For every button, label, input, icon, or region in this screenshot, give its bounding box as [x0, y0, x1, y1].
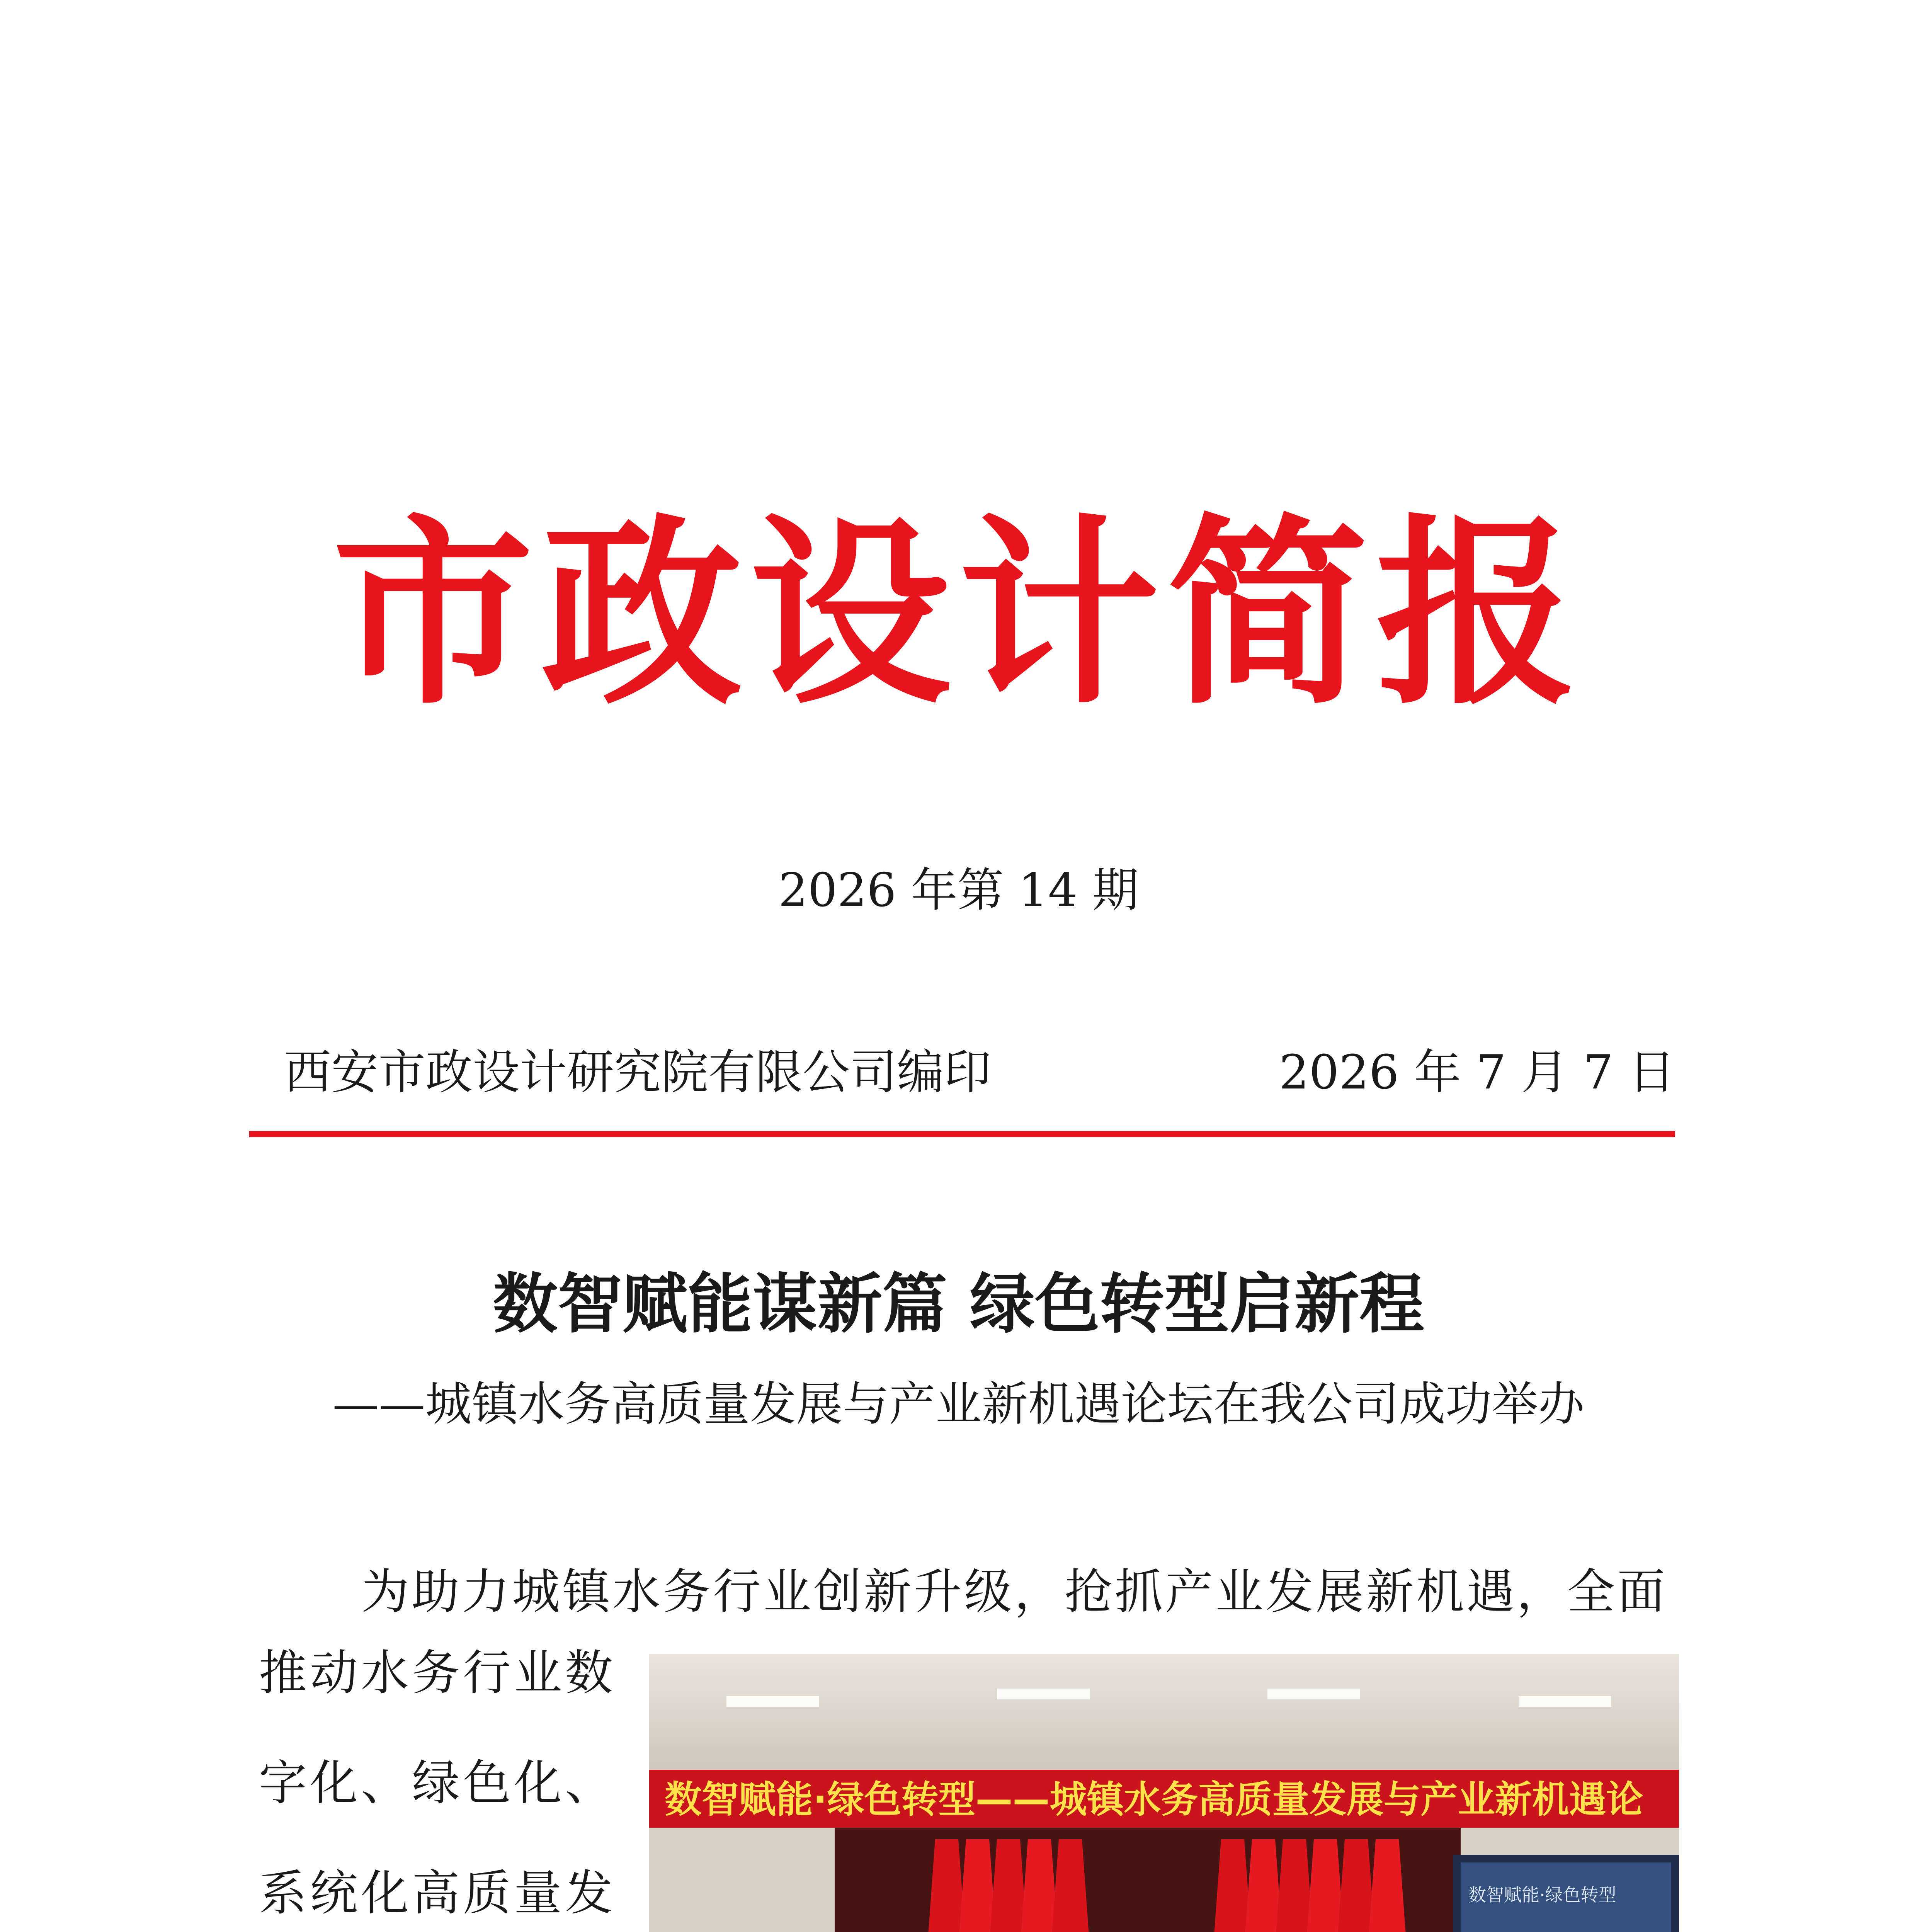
text-line: 系统化高质量发 — [259, 1866, 616, 1921]
screen-text: 数智赋能·绿色转型 — [1468, 1884, 1616, 1905]
forum-photo — [649, 1654, 1679, 1932]
masthead-title: 市政设计简报 — [332, 497, 1585, 731]
paragraph-first-line: 为助力城镇水务行业创新升级，抢抓产业发展新机遇，全面 — [361, 1564, 1668, 1620]
wrapped-text-column — [259, 1644, 630, 1932]
publisher-name: 西安市政设计研究院有限公司编印 — [284, 1045, 991, 1100]
article-subtitle: ——城镇水务高质量发展与产业新机遇论坛在我公司成功举办 — [332, 1378, 1585, 1431]
banner-text: 数智赋能·绿色转型——城镇水务高质量发展与产业新机遇论 — [665, 1778, 1643, 1821]
text-line: 字化、绿色化、 — [259, 1755, 616, 1811]
issue-label: 2026 年第 14 期 — [778, 864, 1139, 917]
text-line: 推动水务行业数 — [259, 1645, 616, 1701]
article-title: 数智赋能谋新篇 绿色转型启新程 — [493, 1266, 1424, 1342]
header-divider — [249, 1131, 1675, 1137]
publish-date: 2026 年 7 月 7 日 — [1279, 1045, 1675, 1100]
